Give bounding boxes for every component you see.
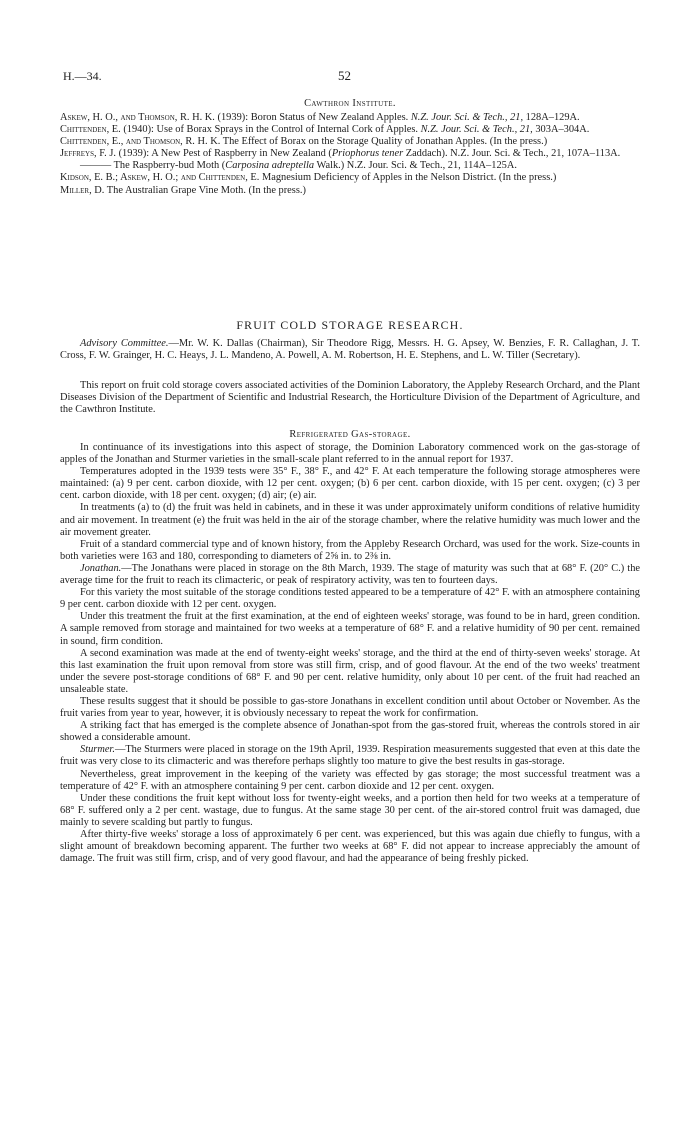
reference-entry: Kidson, E. B.; Askew, H. O.; and Chittenden, E. Magnesium Deficiency of Apples in the Nelson District. (In the press.) <box>60 172 557 184</box>
cawthron-heading: Cawthron Institute. <box>304 98 396 109</box>
paragraph: Under this treatment the fruit at the first examination, at the end of eighteen weeks' storage, was found to be in hard, green condition. A sample removed from storage and maintained for two weeks at a temperature of 68° F. and a relative humidity of 90 per cent. remained in sound, firm condition. <box>60 611 640 647</box>
page-number: 52 <box>338 68 351 83</box>
paragraph: After thirty-five weeks' storage a loss of approximately 6 per cent. was experienced, but this was again due chiefly to fungus, with a slight amount of breakdown becoming apparent. The further two weeks at 68° F. did not appear to increase appreciably the amount of damage. The fruit was still firm, crisp, and of very good flavour, and had the appearance of being freshly picked. <box>60 829 640 865</box>
reference-entry: ——— The Raspberry-bud Moth (Carposina adreptella Walk.) N.Z. Jour. Sci. & Tech., 21, 114A–125A. <box>80 160 517 172</box>
reference-entry: Miller, D. The Australian Grape Vine Moth. (In the press.) <box>60 184 306 196</box>
paragraph: A second examination was made at the end of twenty-eight weeks' storage, and the third at the end of thirty-seven weeks' storage. At this last examination the fruit upon removal from store was still firm, crisp, and of good flavour. At the end of the two weeks' treatment under the severe post-storage conditions of 68° F. and 90 per cent. relative humidity, only about 10 per cent. of the fruit had reached an unsaleable state. <box>60 647 640 695</box>
paragraph: Nevertheless, great improvement in the keeping of the variety was effected by gas storage; the most successful treatment was a temperature of 42° F. with an atmosphere containing 9 per cent. carbon dioxide and 12 per cent. oxygen. <box>60 768 640 792</box>
advisory-committee <box>60 338 640 362</box>
advisory-members: —Mr. W. K. Dallas (Chairman), Sir Theodore Rigg, Messrs. H. G. Apsey, W. Benzies, F. R. Callaghan, J. T. Cross, F. W. Grainger, H. C. Heays, J. L. Mandeno, A. Powell, A. M. Robertson, H. E. Stephens, and L. W. Tiller (Secretary). <box>60 338 640 362</box>
jonathan-label: Jonathan. <box>80 562 122 574</box>
body-text <box>60 442 640 865</box>
advisory-label: Advisory Committee. <box>80 338 169 349</box>
intro-paragraph: This report on fruit cold storage covers associated activities of the Dominion Laboratory, the Appleby Research Orchard, and the Plant Diseases Division of the Department of Scientific and Industrial Research, the Horticulture Division of the Department of Agriculture, and the Cawthron Institute. <box>60 380 640 416</box>
reference-entry: Chittenden, E., and Thomson, R. H. K. The Effect of Borax on the Storage Quality of Jonathan Apples. (In the press.) <box>60 136 548 148</box>
paragraph: Jonathan.—The Jonathans were placed in storage on the 8th March, 1939. The stage of maturity was such that at 68° F. (20° C.) the average time for the fruit to reach its climacteric, or peak of respiratory activity, was ten to fourteen days. <box>60 562 640 587</box>
cawthron-reference-list <box>60 112 640 197</box>
paragraph: Under these conditions the fruit kept without loss for twenty-eight weeks, and a portion then held for two weeks at a temperature of 68° F. suffered only a 2 per cent. wastage, due to fungus. At the same stage 30 per cent. of the air-stored control fruit was damaged, due mainly to severe scalding but partly to fungus. <box>60 792 640 828</box>
paragraph: A striking fact that has emerged is the complete absence of Jonathan-spot from the gas-stored fruit, whereas the controls stored in air showed a considerable amount. <box>60 720 640 744</box>
reference-entry: Askew, H. O., and Thomson, R. H. K. (1939): Boron Status of New Zealand Apples. N.Z. Jour. Sci. & Tech., 21, 128A–129A. <box>60 112 580 123</box>
document-reference: H.—34. <box>63 69 102 83</box>
section-title: FRUIT COLD STORAGE RESEARCH. <box>236 318 464 332</box>
paragraph: Temperatures adopted in the 1939 tests were 35° F., 38° F., and 42° F. At each temperature the following storage atmospheres were maintained: (a) 9 per cent. carbon dioxide, with 12 per cent. oxygen; (b) 6 per cent. carbon dioxide, with 15 per cent. oxygen; (c) 3 per cent. carbon dioxide, with 18 per cent. oxygen; (d) air; (e) air. <box>60 466 640 502</box>
reference-entry: Jeffreys, F. J. (1939): A New Pest of Raspberry in New Zealand (Priophorus tener Zaddach). N.Z. Jour. Sci. & Tech., 21, 107A–113A. <box>60 148 621 160</box>
reference-entry: Chittenden, E. (1940): Use of Borax Sprays in the Control of Internal Cork of Apples. N.Z. Jour. Sci. & Tech., 21, 303A–304A. <box>60 124 590 136</box>
paragraph: For this variety the most suitable of the storage conditions tested appeared to be a temperature of 42° F. with an atmosphere containing 9 per cent. carbon dioxide with 12 per cent. oxygen. <box>60 587 640 611</box>
refrigerated-gas-storage-heading: Refrigerated Gas-storage. <box>289 429 411 440</box>
paragraph: Sturmer.—The Sturmers were placed in storage on the 19th April, 1939. Respiration measurements suggested that even at this date the fruit was very close to its climacteric and was therefore perhaps slightly too mature to give the best results in gas-storage. <box>60 744 640 768</box>
paragraph: Fruit of a standard commercial type and of known history, from the Appleby Research Orchard, was used for the work. Size-counts in both varieties were 163 and 180, corresponding to diameters of 2⅝ in. to 2⅜ in. <box>60 538 640 562</box>
sturmer-label: Sturmer. <box>80 744 115 756</box>
paragraph: In continuance of its investigations into this aspect of storage, the Dominion Laboratory commenced work on the gas-storage of apples of the Jonathan and Sturmer varieties in the small-scale plant referred to in the annual report for 1937. <box>60 442 640 466</box>
paragraph: In treatments (a) to (d) the fruit was held in cabinets, and in these it was under approximately uniform conditions of relative humidity and air movement. In treatment (e) the fruit was held in the air of the storage chamber, where the relative humidity was much lower and the air movement greater. <box>60 502 640 538</box>
paragraph: These results suggest that it should be possible to gas-store Jonathans in excellent condition until about October or November. As the fruit varies from year to year, however, it is obviously necessary to repeat the work for confirmation. <box>60 695 640 720</box>
